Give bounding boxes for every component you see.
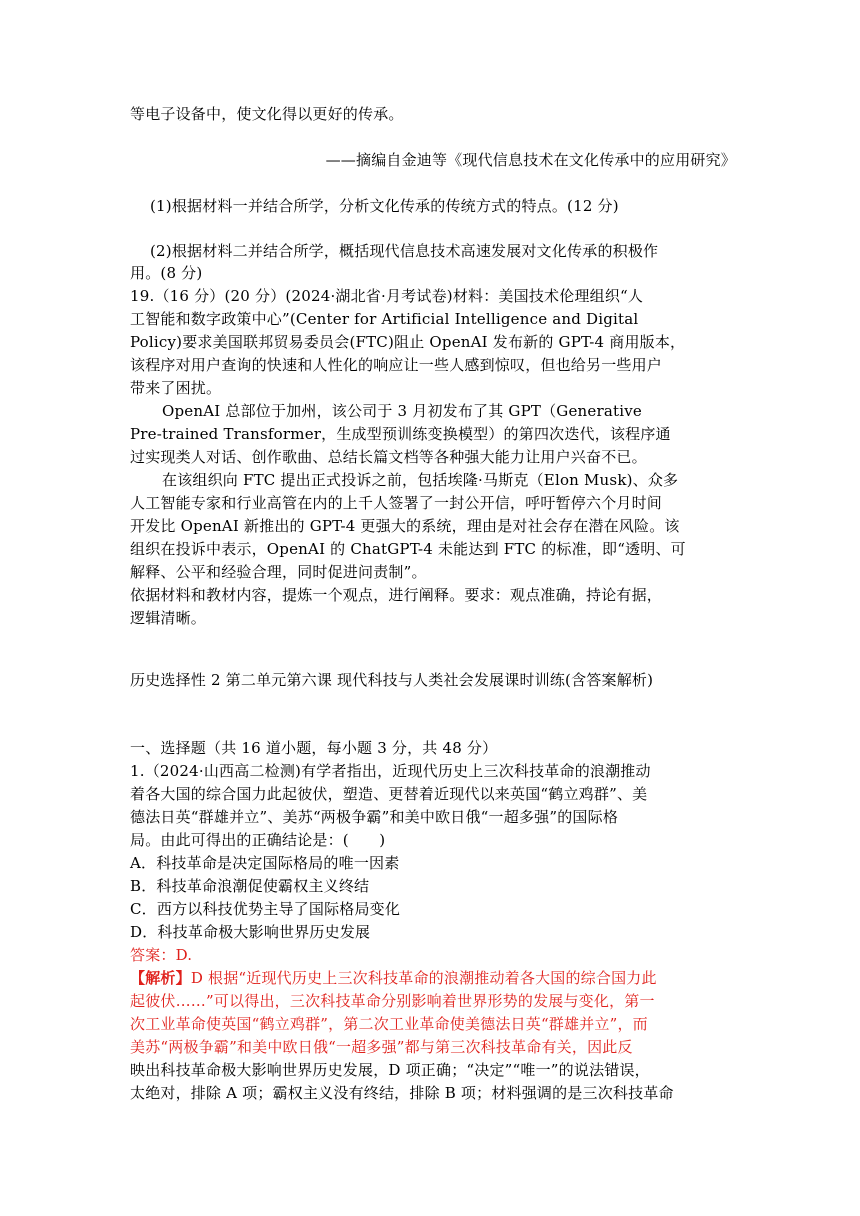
q19-line: 19.（16 分）(20 分）(2024·湖北省·月考试卷)材料：美国技术伦理组织“人 [130,287,644,305]
material-continuation: 等电子设备中，使文化得以更好的传承。 [130,105,404,123]
question-2-prompt-line1: (2)根据材料二并结合所学，概括现代信息技术高速发展对文化传承的积极作 [150,242,659,260]
q19-line: 逻辑清晰。 [130,609,207,627]
q19-line: OpenAI 总部位于加州，该公司于 3 月初发布了其 GPT（Generative [162,402,642,420]
document-title: 历史选择性 2 第二单元第六课 现代科技与人类社会发展课时训练(含答案解析) [130,671,654,689]
option-b: B．科技革命浪潮促使霸权主义终结 [130,877,370,895]
option-c: C．西方以科技优势主导了国际格局变化 [130,900,401,918]
section-heading: 一、选择题（共 16 道小题，每小题 3 分，共 48 分） [130,739,498,757]
question-2-prompt-line2: 用。(8 分) [130,264,203,282]
question-line: 德法日英“群雄并立”、美苏“两极争霸”和美中欧日俄“一超多强”的国际格 [130,808,619,826]
q19-line: 在该组织向 FTC 提出正式投诉之前，包括埃隆·马斯克（Elon Musk)、众多 [162,471,679,489]
q19-line: 解释、公平和经验合理，同时促进问责制”。 [130,563,427,581]
q19-line: 组织在投诉中表示，OpenAI 的 ChatGPT-4 未能达到 FTC 的标准，即“透明、可 [130,540,686,558]
option-a: A．科技革命是决定国际格局的唯一因素 [130,854,400,872]
q19-line: Pre-trained Transformer，生成型预训练变换模型）的第四次迭代，该程序通 [130,425,671,443]
analysis-text: 次工业革命使英国“鹤立鸡群”，第二次工业革命使美德法日英“群雄并立”，而 [130,1015,648,1033]
question-line: 局。由此可得出的正确结论是：( ) [130,831,386,849]
analysis-text: D 根据“近现代历史上三次科技革命的浪潮推动着各大国的综合国力此 [190,969,657,987]
material-source: ——摘编自金迪等《现代信息技术在文化传承中的应用研究》 [325,151,736,169]
analysis-first-line [130,967,657,989]
q19-line: 带来了困扰。 [130,379,222,397]
answer-text: 答案：D. [130,946,193,964]
q19-line: Policy)要求美国联邦贸易委员会(FTC)阻止 OpenAI 发布新的 GPT-4 商用版本， [130,333,686,351]
q19-line: 过实现类人对话、创作歌曲、总结长篇文档等各种强大能力让用户兴奋不已。 [130,448,647,466]
analysis-tag: 【解析】 [130,969,191,987]
q19-line: 人工智能专家和行业高管在内的上千人签署了一封公开信，呼吁暂停六个月时间 [130,494,663,512]
analysis-text: 起彼伏……”可以得出，三次科技革命分别影响着世界形势的发展与变化，第一 [130,992,655,1010]
q19-line: 工智能和数字政策中心”(Center for Artificial Intelligence and Digital [130,310,639,328]
question-line: 1.（2024·山西高二检测)有学者指出，近现代历史上三次科技革命的浪潮推动 [130,762,651,780]
option-d: D．科技革命极大影响世界历史发展 [130,923,371,941]
analysis-text: 映出科技革命极大影响世界历史发展，D 项正确；“决定”“唯一”的说法错误， [130,1061,650,1079]
question-1-prompt: (1)根据材料一并结合所学，分析文化传承的传统方式的特点。(12 分) [150,197,619,215]
question-line: 着各大国的综合国力此起彼伏，塑造、更替着近现代以来英国“鹤立鸡群”、美 [130,785,648,803]
q19-line: 依据材料和教材内容，提炼一个观点，进行阐释。要求：观点准确，持论有据， [130,586,663,604]
q19-line: 该程序对用户查询的快速和人性化的响应让一些人感到惊叹，但也给另一些用户 [130,356,663,374]
q19-line: 开发比 OpenAI 新推出的 GPT-4 更强大的系统，理由是对社会存在潜在风险。该 [130,517,680,535]
analysis-text: 美苏“两极争霸”和美中欧日俄“一超多强”都与第三次科技革命有关，因此反 [130,1038,633,1056]
analysis-text: 太绝对，排除 A 项；霸权主义没有终结，排除 B 项；材料强调的是三次科技革命 [130,1084,674,1102]
